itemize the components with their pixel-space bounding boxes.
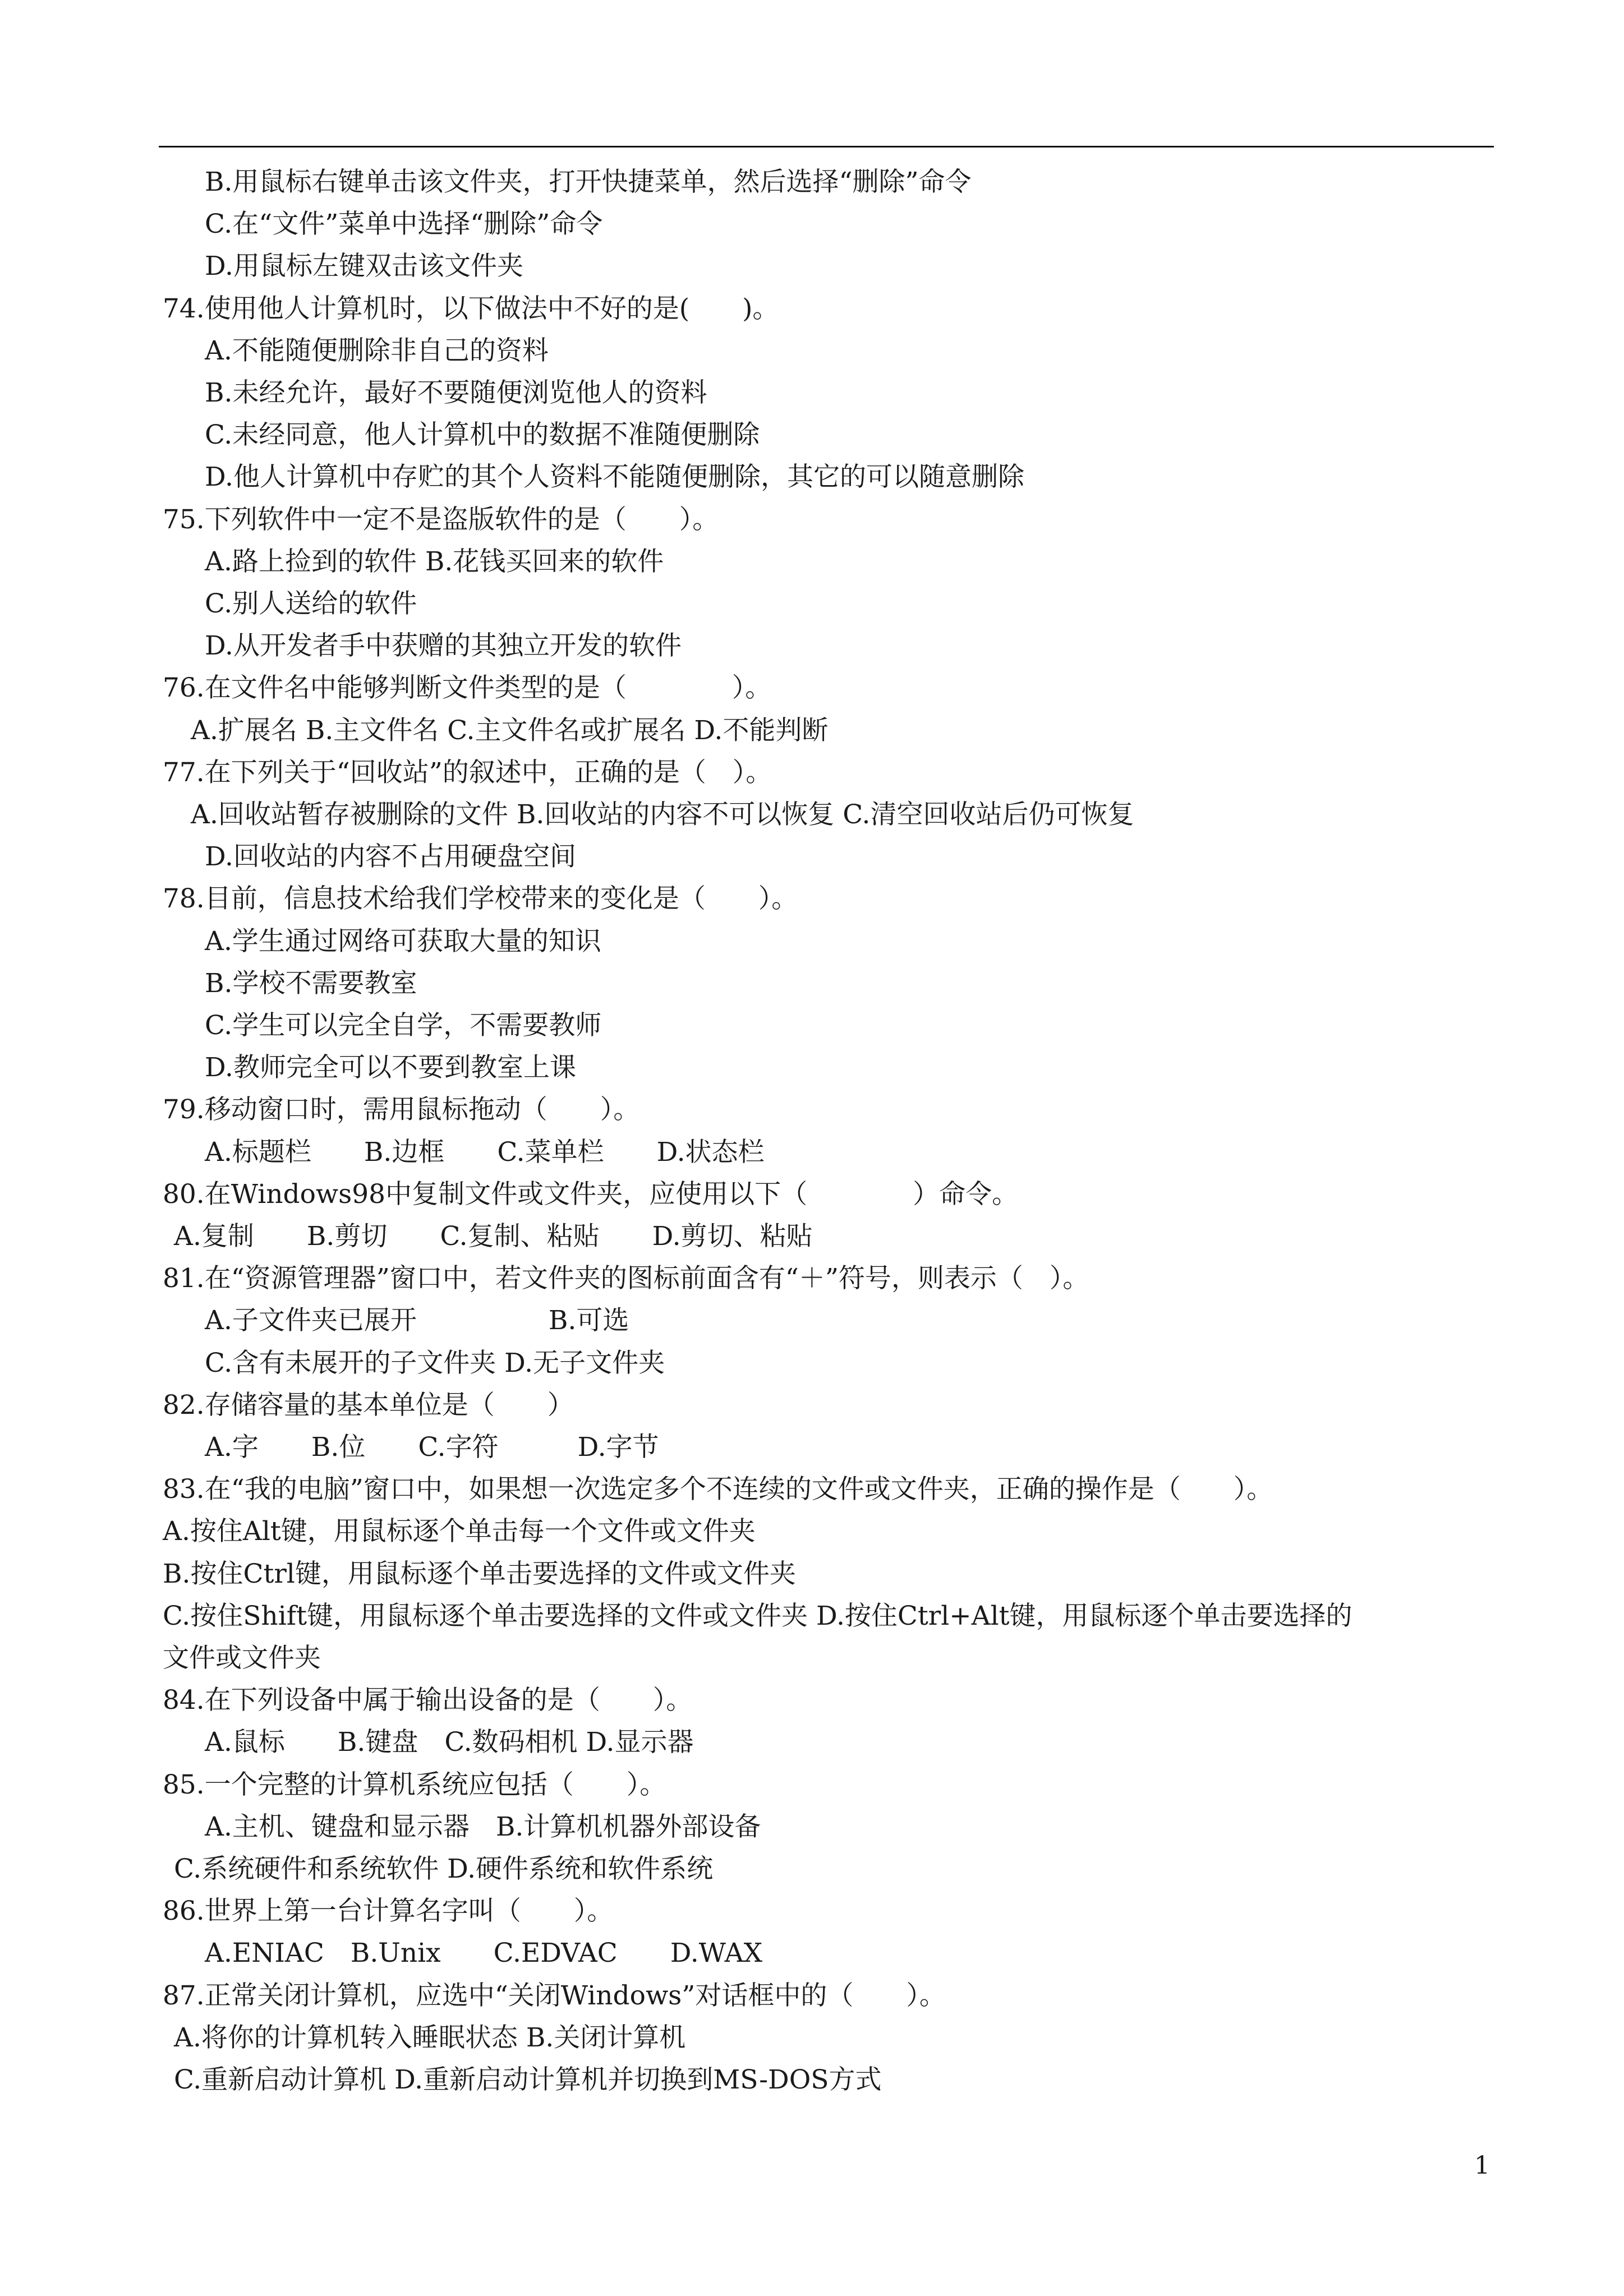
text-line: 75.下列软件中一定不是盗版软件的是（ ）。 (163, 504, 719, 535)
text-line: 74.使用他人计算机时，以下做法中不好的是( )。 (163, 293, 779, 324)
text-line: 79.移动窗口时，需用鼠标拖动（ ）。 (163, 1094, 640, 1125)
text-line: A.子文件夹已展开 B.可选 (205, 1305, 629, 1336)
text-line: A.学生通过网络可获取大量的知识 (205, 926, 601, 957)
text-line: 86.世界上第一台计算名字叫（ ）。 (163, 1896, 614, 1926)
text-line: A.字 B.位 C.字符 D.字节 (205, 1432, 659, 1463)
text-line: D.他人计算机中存贮的其个人资料不能随便删除，其它的可以随意删除 (205, 462, 1024, 492)
page-number: 1 (1474, 2151, 1490, 2180)
text-line: D.从开发者手中获赠的其独立开发的软件 (205, 630, 682, 661)
text-line: 78.目前，信息技术给我们学校带来的变化是（ ）。 (163, 883, 798, 914)
text-line: C.别人送给的软件 (205, 588, 417, 619)
text-line: 76.在文件名中能够判断文件类型的是（ ）。 (163, 672, 772, 703)
text-line: A.复制 B.剪切 C.复制、粘贴 D.剪切、粘贴 (174, 1221, 813, 1252)
text-line: A.路上捡到的软件 B.花钱买回来的软件 (205, 546, 664, 577)
text-line: C.重新启动计算机 D.重新启动计算机并切换到MS-DOS方式 (174, 2064, 882, 2095)
text-line: D.回收站的内容不占用硬盘空间 (205, 841, 576, 872)
text-line: D.用鼠标左键双击该文件夹 (205, 251, 523, 282)
text-line: 84.在下列设备中属于输出设备的是（ ）。 (163, 1685, 693, 1716)
text-line: A.扩展名 B.主文件名 C.主文件名或扩展名 D.不能判断 (191, 715, 829, 746)
text-line: A.ENIAC B.Unix C.EDVAC D.WAX (205, 1938, 763, 1968)
text-line: C.按住Shift键，用鼠标逐个单击要选择的文件或文件夹 D.按住Ctrl+Alt键，用鼠标逐个单击要选择的 (163, 1601, 1352, 1631)
text-line: 85.一个完整的计算机系统应包括（ ）。 (163, 1769, 666, 1800)
text-line: C.学生可以完全自学，不需要教师 (205, 1010, 602, 1041)
text-line: A.不能随便删除非自己的资料 (205, 335, 549, 366)
text-line: A.回收站暂存被删除的文件 B.回收站的内容不可以恢复 C.清空回收站后仍可恢复 (191, 799, 1134, 830)
text-line: C.未经同意，他人计算机中的数据不准随便删除 (205, 419, 760, 450)
text-line: C.系统硬件和系统软件 D.硬件系统和软件系统 (174, 1854, 714, 1884)
text-line: B.学校不需要教室 (205, 968, 417, 999)
text-line: B.用鼠标右键单击该文件夹，打开快捷菜单，然后选择“删除”命令 (205, 167, 972, 197)
text-line: B.未经允许，最好不要随便浏览他人的资料 (205, 377, 707, 408)
text-line: 77.在下列关于“回收站”的叙述中，正确的是（ ）。 (163, 757, 772, 788)
text-line: A.主机、键盘和显示器 B.计算机机器外部设备 (205, 1811, 761, 1842)
text-line: 81.在“资源管理器”窗口中，若文件夹的图标前面含有“＋”符号，则表示（ ）。 (163, 1263, 1089, 1294)
header-rule (159, 146, 1494, 147)
text-line: 82.存储容量的基本单位是（ ） (163, 1390, 574, 1421)
text-line: A.按住Alt键，用鼠标逐个单击每一个文件或文件夹 (163, 1516, 756, 1547)
text-line: 87.正常关闭计算机，应选中“关闭Windows”对话框中的（ ）。 (163, 1980, 946, 2011)
text-line: 文件或文件夹 (163, 1643, 321, 1673)
text-line: A.鼠标 B.键盘 C.数码相机 D.显示器 (205, 1727, 694, 1758)
text-line: C.含有未展开的子文件夹 D.无子文件夹 (205, 1348, 665, 1378)
text-line: A.标题栏 B.边框 C.菜单栏 D.状态栏 (205, 1137, 765, 1168)
text-line: D.教师完全可以不要到教室上课 (205, 1052, 576, 1083)
text-line: B.按住Ctrl键，用鼠标逐个单击要选择的文件或文件夹 (163, 1559, 796, 1589)
text-line: 80.在Windows98中复制文件或文件夹，应使用以下（ ）命令。 (163, 1179, 1019, 1210)
text-line: 83.在“我的电脑”窗口中，如果想一次选定多个不连续的文件或文件夹，正确的操作是（ ）。 (163, 1474, 1273, 1505)
text-line: C.在“文件”菜单中选择“删除”命令 (205, 209, 603, 239)
text-line: A.将你的计算机转入睡眠状态 B.关闭计算机 (174, 2022, 686, 2053)
